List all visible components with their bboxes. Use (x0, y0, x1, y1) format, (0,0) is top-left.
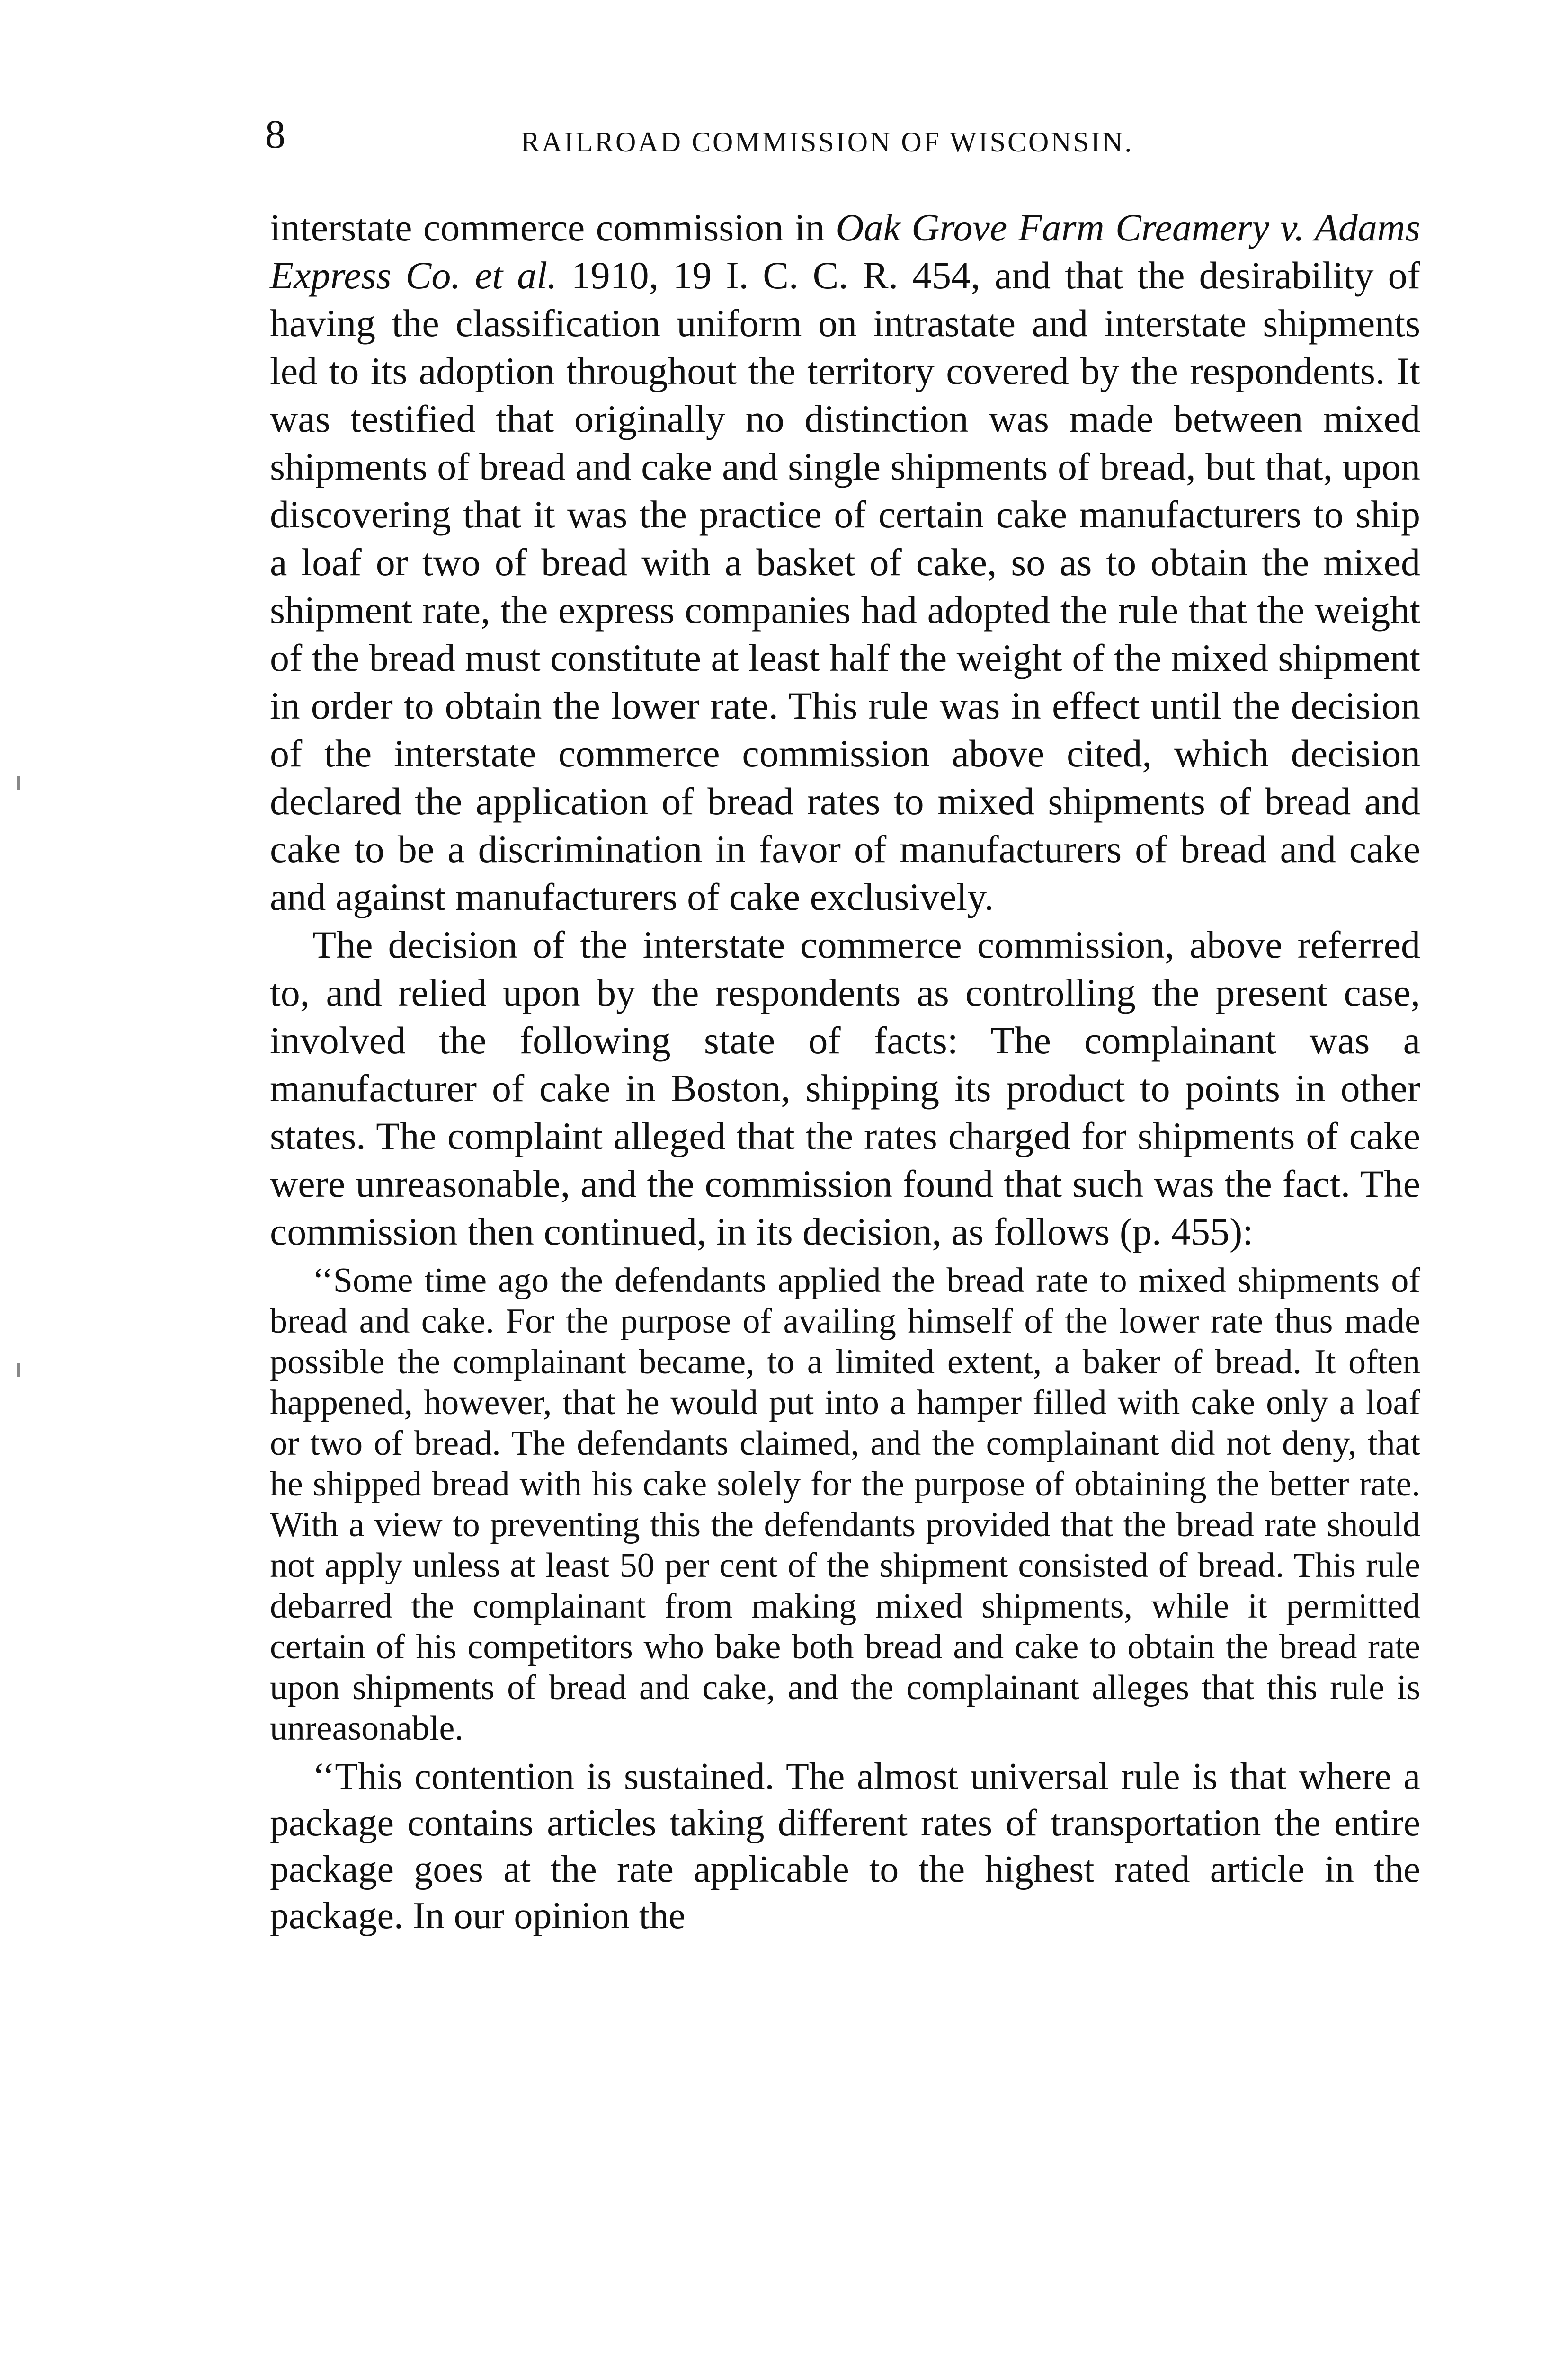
left-margin-mark (17, 776, 20, 790)
case-citation: Oak Grove Farm Creamery v. Adams Express Co. et al. (270, 206, 1420, 297)
page-number: 8 (265, 111, 285, 157)
paragraph-continued (270, 204, 1420, 921)
left-margin-mark (17, 1363, 20, 1377)
paragraph: The decision of the interstate commerce commission, above referred to, and relied upon by the respondents as controlling the present case, involved the following state of facts: The complainant was a manufacturer of cake in Boston, shipping its product to points in other states. The complaint alleged that the rates charged for shipments of cake were unreasonable, and the commission found that such was the fact. The commission then continued, in its decision, as follows (p. 455): (270, 923, 1420, 1253)
block-quote: ‘‘This contention is sustained. The almost universal rule is that where a package contains articles taking different rates of transportation the entire package goes at the rate applicable to the highest rated article in the package. In our opinion the (270, 1756, 1420, 1937)
paragraph-text: 1910, 19 I. C. C. R. 454, and that the desirability of having the classification uniform on intrastate and interstate shipments led to its adoption throughout the territory covered by the respondents. It was testified that originally no distinction was made between mixed shipments of bread and cake and single shipments of bread, but that, upon discovering that it was the practice of certain cake manufacturers to ship a loaf or two of bread with a basket of cake, so as to obtain the mixed shipment rate, the express companies had adopted the rule that the weight of the bread must constitute at least half the weight of the mixed shipment in order to obtain the lower rate. This rule was in effect until the decision of the interstate commerce commission above cited, which decision declared the application of bread rates to mixed shipments of bread and cake to be a discrimination in favor of manufacturers of bread and cake and against manufacturers of cake exclusively. (270, 254, 1420, 918)
block-quote: ‘‘Some time ago the defendants applied the bread rate to mixed shipments of bread and cake. For the purpose of availing himself of the lower rate thus made possible the complainant became, to a limited extent, a baker of bread. It often happened, however, that he would put into a hamper filled with cake only a loaf or two of bread. The defendants claimed, and the complainant did not deny, that he shipped bread with his cake solely for the purpose of obtaining the better rate. With a view to preventing this the defendants provided that the bread rate should not apply unless at least 50 per cent of the shipment consisted of bread. This rule debarred the complainant from making mixed shipments, while it permitted certain of his competitors who bake both bread and cake to obtain the bread rate upon shipments of bread and cake, and the complainant alleges that this rule is unreasonable. (270, 1261, 1420, 1748)
paragraph-text: interstate commerce commission in (270, 206, 836, 249)
text-block (270, 204, 1420, 1939)
running-head: RAILROAD COMMISSION OF WISCONSIN. (521, 126, 1134, 158)
